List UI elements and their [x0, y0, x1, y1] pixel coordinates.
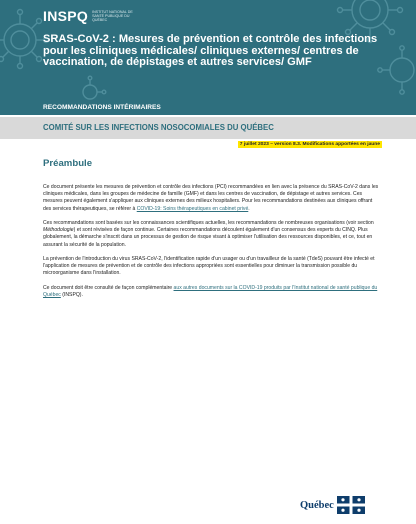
logo-word: INSPQ — [43, 8, 89, 24]
logo-subtitle: INSTITUT NATIONAL DE SANTÉ PUBLIQUE DU QUÉBEC — [92, 10, 133, 23]
therapeutic-care-link[interactable]: COVID-19: Soins thérapeutiques en cabinet privé — [136, 205, 249, 212]
recommendations-bar — [0, 103, 416, 115]
recommendations-label: RECOMMANDATIONS INTÉRIMAIRES — [43, 104, 161, 111]
inspq-logo — [43, 8, 138, 24]
committee-label: COMITÉ SUR LES INFECTIONS NOSOCOMIALES DU QUÉBEC — [43, 123, 274, 132]
document-title: SRAS-CoV-2 : Mesures de prévention et contrôle des infections pour les cliniques médicales/ cliniques externes/ centres de vaccination, de dépistages et autres services/ GMF — [43, 33, 378, 69]
header-banner — [0, 0, 416, 103]
paragraph-2: Ces recommandations sont basées sur les connaissances scientifiques actuelles, les recommandations de nombreuses organisations (voir section Méthodologie) et sont révisées de façon continue. Certaines recommandations découlent également d'un consensus des experts du CINQ. Plus globalement, la démarche s'inscrit dans un processus de gestion de risque visant à optimiser l'utilisation des ressources disponibles, et ce, tout en assurant la sécurité de la population. — [43, 220, 374, 248]
section-heading: Préambule — [43, 158, 93, 169]
quebec-wordmark: Québec — [300, 499, 334, 511]
paragraph-4: Ce document doit être consulté de façon complémentaire aux autres documents sur la COVID-19 produits par l'Institut national de santé publique du Québec (INSPQ). — [43, 284, 378, 298]
paragraph-1: Ce document présente les mesures de prévention et contrôle des infections (PCI) recommandées en lien avec la présence du SRAS-CoV-2 dans les cliniques médicales, dans les groupes de médecine de famille (GMF) et dans les centres de vaccination, de dépistage et autres services. Ces mesures peuvent également s'appliquer aux cliniques externes des milieux hospitaliers. Pour les recommandations destinées aux cliniques offrant des services thérapeutiques, se référer à COVID-19: Soins thérapeutiques en cabinet privé. — [43, 184, 379, 212]
inspq-documents-link[interactable]: aux autres documents sur la COVID-19 produits par l'Institut national de santé publique du Québec — [43, 284, 378, 298]
document-body — [43, 184, 379, 306]
paragraph-3: La prévention de l'introduction du virus SRAS-CoV-2, l'identification rapide d'un usager ou d'un travailleur de la santé (TdeS) pouvant être infecté et l'application de mesures de prévention et de contrôle des infections appropriées sont essentielles pour diminuer la transmission possible du microorganisme dans l'installation. — [43, 256, 375, 277]
quebec-flag-icon — [337, 496, 365, 514]
version-note: 7 juillet 2023 – version 8.3. Modifications apportées en jaune — [239, 142, 380, 147]
quebec-logo — [300, 496, 365, 514]
committee-bar — [0, 117, 416, 139]
